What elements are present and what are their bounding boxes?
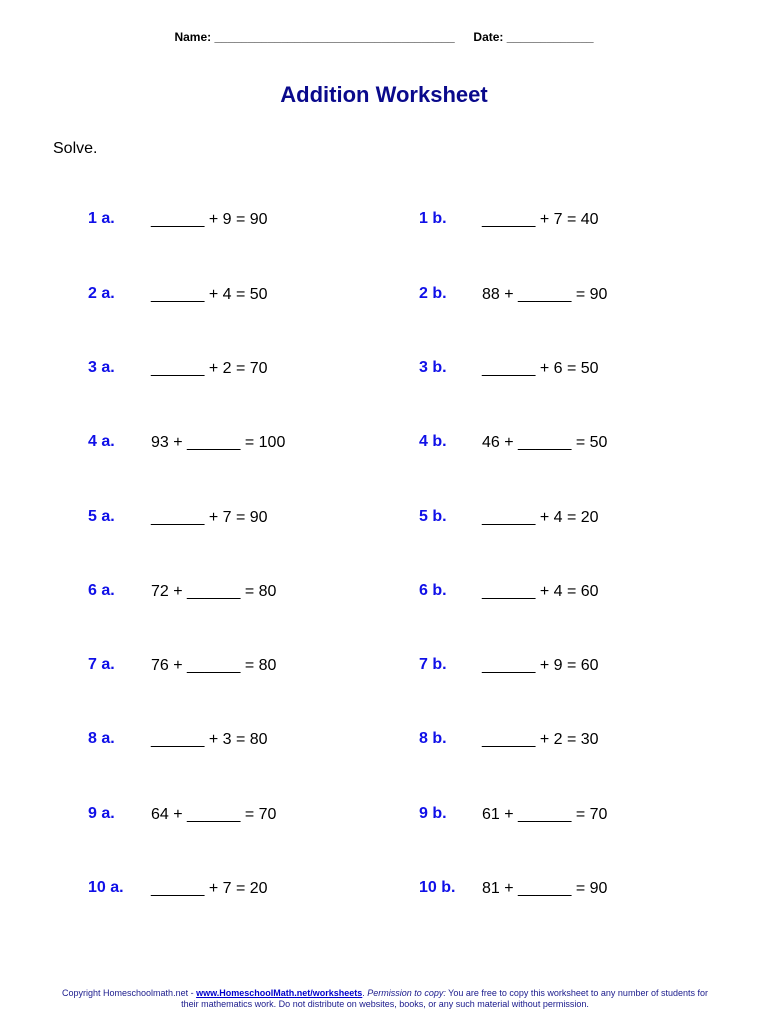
problem-label: 5 b. bbox=[419, 508, 447, 525]
problem-label: 8 b. bbox=[419, 730, 447, 747]
permission-text: You are free to copy this worksheet to any number of students for their mathematics work. Do not distribute on websites, books, or any such material without permission. bbox=[181, 988, 708, 1009]
problem-expression: 64 + ______ = 70 bbox=[151, 806, 277, 823]
problem-expression: ______ + 9 = 60 bbox=[482, 657, 599, 674]
copyright-footer bbox=[60, 988, 710, 1010]
problem-label: 4 a. bbox=[88, 433, 115, 450]
problem-expression: ______ + 9 = 90 bbox=[151, 211, 268, 228]
problem-expression: ______ + 4 = 50 bbox=[151, 286, 268, 303]
problem-label: 7 a. bbox=[88, 656, 115, 673]
problem-label: 1 b. bbox=[419, 210, 447, 227]
worksheets-link[interactable]: www.HomeschoolMath.net/worksheets bbox=[196, 988, 363, 998]
problem-expression: 46 + ______ = 50 bbox=[482, 434, 608, 451]
header-fields bbox=[0, 30, 768, 44]
date-label: Date: bbox=[473, 30, 504, 44]
problem-expression: ______ + 7 = 40 bbox=[482, 211, 599, 228]
problem-expression: 72 + ______ = 80 bbox=[151, 583, 277, 600]
worksheet-title: Addition Worksheet bbox=[280, 82, 488, 107]
permission-label: Permission to copy: bbox=[367, 988, 446, 998]
problem-expression: ______ + 7 = 20 bbox=[151, 880, 268, 897]
problem-expression: 93 + ______ = 100 bbox=[151, 434, 286, 451]
problem-label: 3 b. bbox=[419, 359, 447, 376]
problem-expression: 81 + ______ = 90 bbox=[482, 880, 608, 897]
problem-expression: 88 + ______ = 90 bbox=[482, 286, 608, 303]
problem-label: 3 a. bbox=[88, 359, 115, 376]
problem-expression: ______ + 6 = 50 bbox=[482, 360, 599, 377]
instructions: Solve. bbox=[53, 140, 98, 157]
problem-label: 8 a. bbox=[88, 730, 115, 747]
problem-expression: 76 + ______ = 80 bbox=[151, 657, 277, 674]
problem-expression: ______ + 4 = 20 bbox=[482, 509, 599, 526]
problem-label: 6 a. bbox=[88, 582, 115, 599]
problem-label: 2 a. bbox=[88, 285, 115, 302]
name-label: Name: bbox=[174, 30, 212, 44]
problem-label: 9 b. bbox=[419, 805, 447, 822]
problem-label: 10 a. bbox=[88, 879, 124, 896]
date-line: _____________ bbox=[506, 30, 594, 44]
problem-label: 2 b. bbox=[419, 285, 447, 302]
problem-expression: ______ + 2 = 30 bbox=[482, 731, 599, 748]
problem-expression: ______ + 3 = 80 bbox=[151, 731, 268, 748]
problem-label: 4 b. bbox=[419, 433, 447, 450]
problem-expression: 61 + ______ = 70 bbox=[482, 806, 608, 823]
problem-label: 10 b. bbox=[419, 879, 456, 896]
problem-label: 6 b. bbox=[419, 582, 447, 599]
name-line: ____________________________________ bbox=[214, 30, 455, 44]
problem-label: 1 a. bbox=[88, 210, 115, 227]
problem-expression: ______ + 2 = 70 bbox=[151, 360, 268, 377]
problem-label: 7 b. bbox=[419, 656, 447, 673]
problem-expression: ______ + 4 = 60 bbox=[482, 583, 599, 600]
problem-expression: ______ + 7 = 90 bbox=[151, 509, 268, 526]
copyright-text: Copyright Homeschoolmath.net - bbox=[62, 988, 197, 998]
problem-label: 9 a. bbox=[88, 805, 115, 822]
footer-separator: . bbox=[362, 988, 368, 998]
problem-label: 5 a. bbox=[88, 508, 115, 525]
